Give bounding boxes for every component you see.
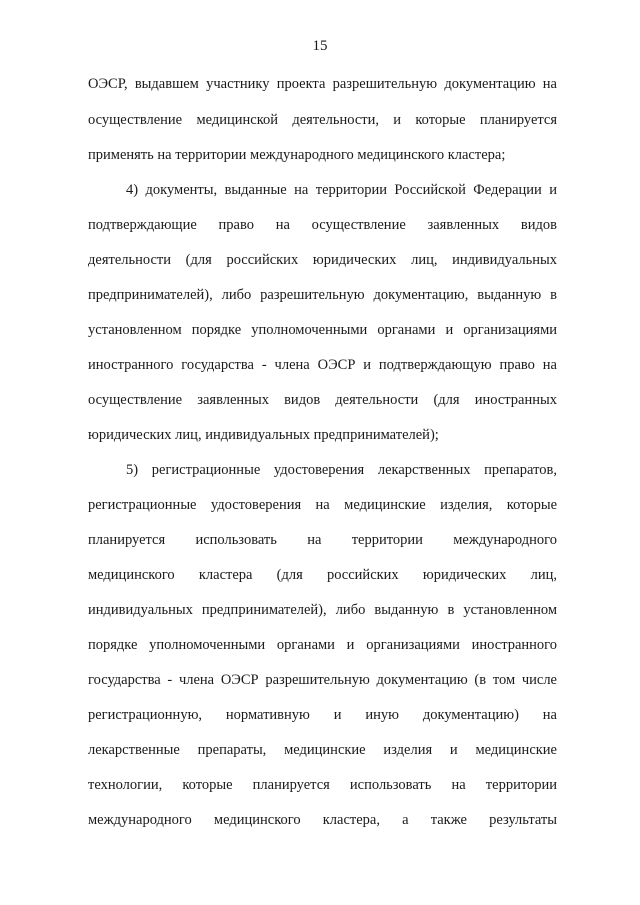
text-line: планируется использовать на территории международного [88,532,557,548]
text-line: технологии, которые планируется использовать на территории [88,777,557,793]
text-line: деятельности (для российских юридических лиц, индивидуальных [88,252,557,268]
text-line: лекарственные препараты, медицинские изделия и медицинские [88,742,557,758]
text-line: иностранного государства - члена ОЭСР и подтверждающую право на [88,357,557,373]
text-line: индивидуальных предпринимателей), либо выданную в установленном [88,602,557,618]
list-item-5-first-line: 5) регистрационные удостоверения лекарственных препаратов, [126,462,557,478]
text-line: порядке уполномоченными органами и организациями иностранного [88,637,557,653]
text-line: регистрационную, нормативную и иную документацию) на [88,707,557,723]
text-line: подтверждающие право на осуществление заявленных видов [88,217,557,233]
text-line: предпринимателей), либо разрешительную документацию, выданную в [88,287,557,303]
text-line: юридических лиц, индивидуальных предпринимателей); [88,427,439,443]
text-line: установленном порядке уполномоченными органами и организациями [88,322,557,338]
text-line: применять на территории международного медицинского кластера; [88,147,506,163]
text-line: регистрационные удостоверения на медицинские изделия, которые [88,497,557,513]
list-item-4-first-line: 4) документы, выданные на территории Российской Федерации и [126,182,557,198]
page-number: 15 [312,38,328,54]
text-line: медицинского кластера (для российских юридических лиц, [88,567,557,583]
text-line: ОЭСР, выдавшем участнику проекта разрешительную документацию на [88,76,557,92]
text-line: государства - члена ОЭСР разрешительную документацию (в том числе [88,672,557,688]
text-line: международного медицинского кластера, а также результаты [88,812,557,828]
text-line: осуществление заявленных видов деятельности (для иностранных [88,392,557,408]
text-line: осуществление медицинской деятельности, и которые планируется [88,112,557,128]
